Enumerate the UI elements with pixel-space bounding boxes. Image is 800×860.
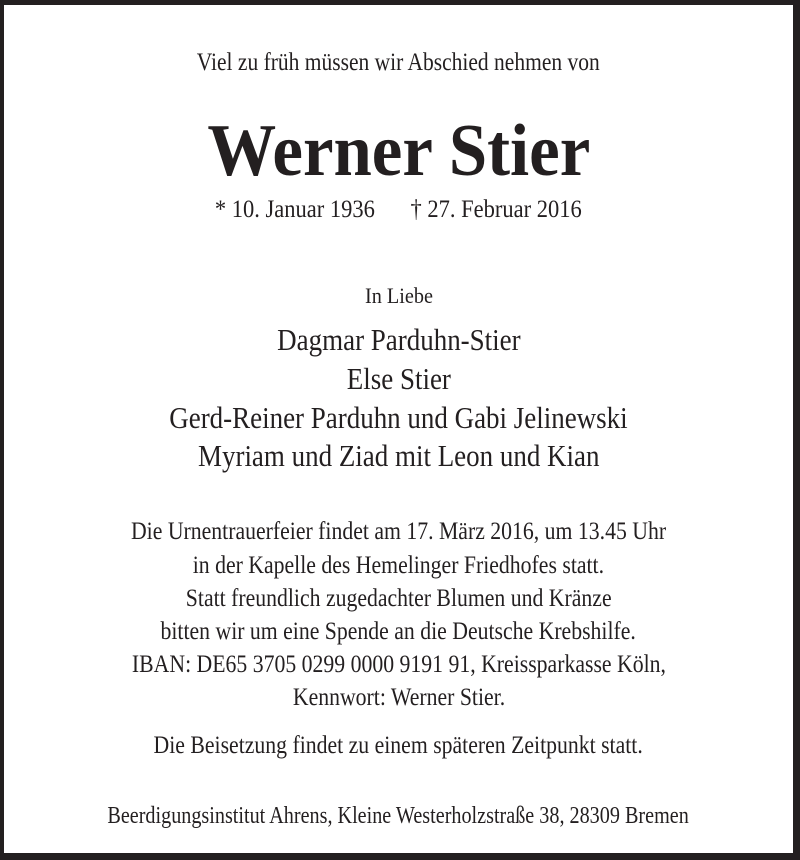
mourner-name: Myriam und Ziad mit Leon und Kian bbox=[197, 438, 600, 473]
info-line bbox=[4, 585, 793, 613]
info-line bbox=[4, 518, 793, 546]
keyword-text: Kennwort: Werner Stier. bbox=[292, 684, 505, 711]
info-line bbox=[4, 618, 793, 646]
love-label-line bbox=[4, 283, 793, 309]
mourner-line bbox=[4, 400, 793, 436]
life-dates bbox=[4, 196, 793, 224]
burial-note bbox=[4, 732, 793, 760]
mourner-name: Else Stier bbox=[346, 361, 451, 396]
deceased-name: Werner Stier bbox=[207, 110, 590, 192]
birth-date: * 10. Januar 1936 bbox=[214, 196, 375, 223]
intro-text bbox=[4, 49, 793, 77]
mourner-line bbox=[4, 361, 793, 397]
info-text: in der Kapelle des Hemelinger Friedhofes statt. bbox=[192, 552, 605, 579]
mourner-name: Dagmar Parduhn-Stier bbox=[276, 322, 521, 357]
love-label: In Liebe bbox=[364, 283, 433, 308]
funeral-home-address: Beerdigungsinstitut Ahrens, Kleine Westerholzstraße 38, 28309 Bremen bbox=[107, 803, 690, 829]
bank-details-text: IBAN: DE65 3705 0299 0000 9191 91, Kreissparkasse Köln, bbox=[131, 651, 666, 678]
keyword-line bbox=[4, 684, 793, 712]
burial-text: Die Beisetzung findet zu einem späteren Zeitpunkt statt. bbox=[153, 732, 644, 759]
mourner-line bbox=[4, 438, 793, 474]
deceased-name-heading bbox=[4, 109, 793, 194]
info-line bbox=[4, 552, 793, 580]
intro-label: Viel zu früh müssen wir Abschied nehmen von bbox=[197, 49, 600, 76]
info-text: bitten wir um eine Spende an die Deutsche Krebshilfe. bbox=[160, 618, 637, 645]
funeral-home-footer bbox=[4, 803, 793, 830]
info-text: Statt freundlich zugedachter Blumen und Kränze bbox=[185, 585, 612, 612]
info-text: Die Urnentrauerfeier findet am 17. März 2016, um 13.45 Uhr bbox=[130, 518, 667, 545]
death-date: † 27. Februar 2016 bbox=[410, 196, 582, 223]
mourner-name: Gerd-Reiner Parduhn und Gabi Jelinewski bbox=[169, 400, 628, 435]
bank-details-line bbox=[4, 651, 793, 679]
mourner-line bbox=[4, 322, 793, 358]
